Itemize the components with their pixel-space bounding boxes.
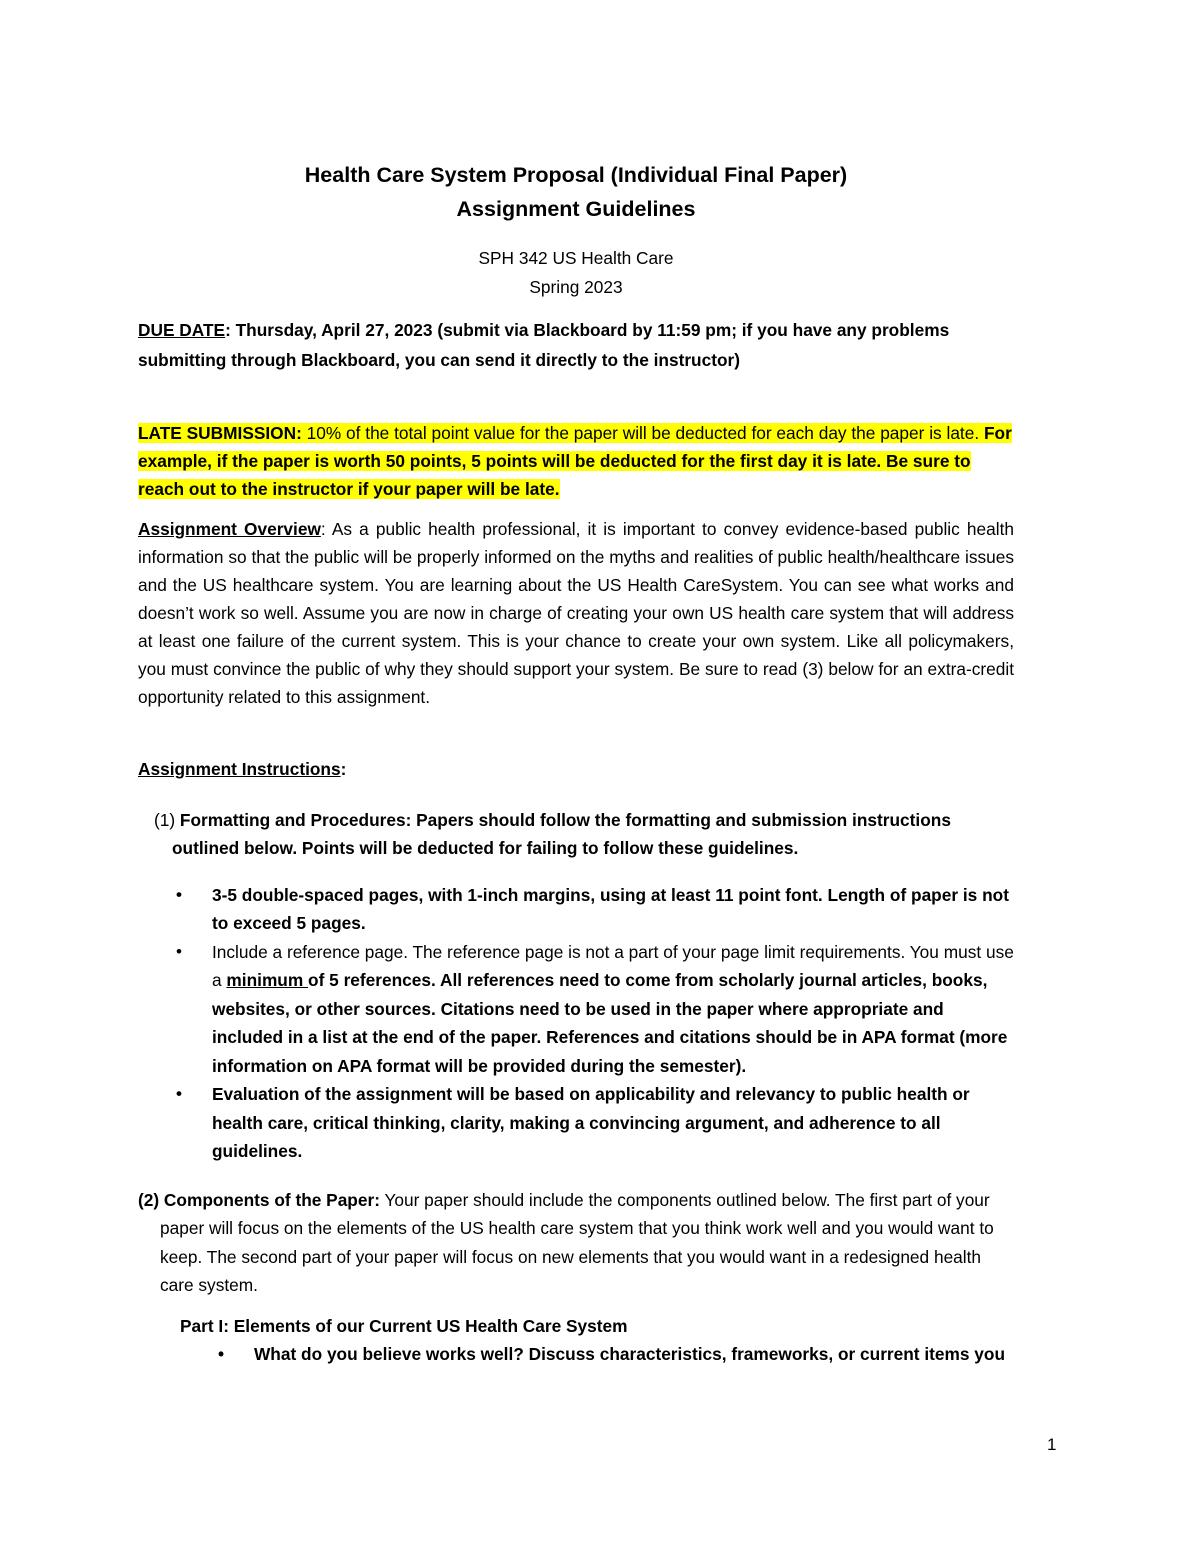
assignment-overview-label: Assignment Overview [138, 519, 321, 539]
bullet-text: Evaluation of the assignment will be based on applicability and relevancy to public health or health care, critical thinking, clarity, making a convincing argument, and adherence to all guidelines. [212, 1084, 970, 1161]
term: Spring 2023 [529, 276, 623, 297]
due-date-paragraph [138, 315, 1014, 375]
bullet-icon: • [176, 941, 182, 961]
due-date-text: : Thursday, April 27, 2023 (submit via Blackboard by 11:59 pm; if you have any problems submitting through Blackboard, you can send it directly to the instructor) [138, 320, 950, 370]
assignment-instructions-label: Assignment Instructions [138, 759, 341, 779]
section-2-text: Your paper should include the components outlined below. The first part of your paper will focus on the elements of the US health care system that you think work well and you would want to keep. The second part of your paper will focus on new elements that you would want in a redesigned health care system. [160, 1189, 994, 1295]
section-2-label: (2) Components of the Paper: [138, 1189, 380, 1210]
section-1-heading [146, 806, 1014, 863]
section-1-text: Formatting and Procedures: Papers should follow the formatting and submission instructions outlined below. Points will be deducted for failing to follow these guidelines. [172, 809, 951, 858]
list-item [138, 938, 1014, 1081]
bullet-icon: • [176, 1084, 182, 1103]
part-1-bullet-list [134, 1340, 1014, 1369]
title-line-2: Assignment Guidelines [456, 197, 696, 221]
due-date-label: DUE DATE [138, 320, 226, 340]
assignment-overview-text: : As a public health professional, it is important to convey evidence-based public health information so that the public will be properly informed on the myths and realities of public health/healthcare issues and the US healthcare system. You are learning about the US Health CareSystem. You can see what works and doesn’t work so well. Assume you are now in charge of creating your own US health care system that will address at least one failure of the current system. This is your chance to create your own system. Like all policymakers, you must convince the public of why they should support your system. Be sure to read (3) below for an extra-credit opportunity related to this assignment. [138, 519, 1014, 707]
section-2-paragraph [138, 1186, 1014, 1300]
section-1-number: (1) [154, 809, 176, 830]
bullet-text: 3-5 double-spaced pages, with 1-inch margins, using at least 11 point font. Length of paper is not to exceed 5 pages. [212, 884, 1009, 933]
title-line-1: Health Care System Proposal (Individual Final Paper) [304, 163, 848, 187]
list-item [138, 881, 1014, 938]
formatting-bullet-list [138, 881, 1014, 1166]
minimum-emphasis: minimum [226, 970, 309, 990]
assignment-instructions-heading [138, 755, 1014, 784]
bullet-text: What do you believe works well? Discuss characteristics, frameworks, or current items you [254, 1344, 1006, 1364]
late-submission-text-2: For example, if the paper is worth 50 points, 5 points will be deducted for the first day it is late. Be sure to reach out to the instructor if your paper will be late. [138, 423, 1012, 499]
late-submission-text-1: 10% of the total point value for the paper will be deducted for each day the paper is late. [301, 423, 984, 443]
list-item [134, 1340, 1014, 1369]
assignment-instructions-colon: : [340, 759, 347, 779]
course-name: SPH 342 US Health Care [478, 248, 674, 268]
page-number: 1 [1047, 1435, 1057, 1454]
assignment-overview-paragraph [138, 515, 1014, 711]
bullet-text-cont: of 5 references. All references need to come from scholarly journal articles, books, websites, or other sources. Citations need to be used in the paper where appropriate and included in a list at the end of the paper. References and citations should be in APA format (more information on APA format will be provided during the semester). [212, 970, 1008, 1076]
part-1-heading: Part I: Elements of our Current US Health Care System [180, 1315, 628, 1336]
bullet-icon: • [218, 1344, 225, 1364]
late-submission-paragraph [138, 419, 1014, 503]
bullet-icon: • [176, 884, 182, 904]
bullet-text: Include a reference page. The reference page is not a part of your page limit requirements. You must use a [212, 941, 1014, 990]
list-item [138, 1080, 1014, 1166]
late-submission-label: LATE SUBMISSION: [138, 423, 302, 443]
document-body [138, 158, 1014, 1369]
